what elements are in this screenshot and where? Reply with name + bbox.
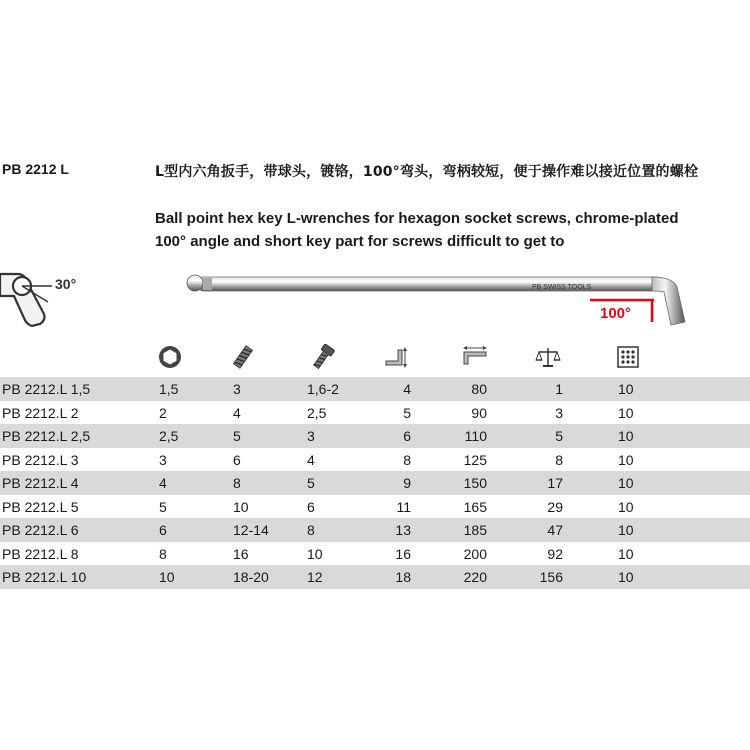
screw-size-cell: 12-14 bbox=[233, 522, 269, 538]
title-english-line-2: 100° angle and short key part for screws difficult to get to bbox=[155, 233, 565, 250]
screw-size-cell: 5 bbox=[233, 428, 241, 444]
thread-size-cell: 3 bbox=[307, 428, 315, 444]
pack-qty-cell: 10 bbox=[618, 475, 634, 491]
thread-size-cell: 4 bbox=[307, 451, 315, 468]
pack-quantity-icon bbox=[615, 344, 641, 370]
hex-size-cell: 1,5 bbox=[159, 381, 179, 397]
ball-point-angle-diagram bbox=[0, 262, 90, 328]
screw-size-cell: 3 bbox=[233, 381, 241, 397]
short-leg-cell: 16 bbox=[395, 545, 411, 562]
table-row bbox=[0, 542, 750, 566]
hex-size-cell: 10 bbox=[159, 569, 175, 585]
short-leg-cell: 5 bbox=[403, 404, 411, 421]
thread-size-cell: 12 bbox=[307, 569, 323, 585]
title-chinese: L型内六角扳手，带球头，镀铬，100°弯头，弯柄较短，便于操作难以接近位置的螺栓 bbox=[155, 164, 699, 180]
length-cell: 110 bbox=[464, 428, 487, 444]
hex-size-cell: 2,5 bbox=[159, 428, 179, 444]
model-cell: PB 2212.L 1,5 bbox=[2, 381, 91, 397]
bend-angle-label: 100° bbox=[600, 305, 632, 322]
pack-qty-cell: 10 bbox=[618, 451, 634, 468]
pack-qty-cell: 10 bbox=[618, 428, 634, 444]
table-row bbox=[0, 471, 750, 495]
pack-qty-cell: 10 bbox=[618, 404, 634, 421]
thread-size-cell: 2,5 bbox=[307, 404, 327, 421]
weight-cell: 17 bbox=[547, 475, 563, 491]
pack-qty-cell: 10 bbox=[618, 381, 634, 397]
length-cell: 200 bbox=[463, 545, 487, 562]
table-row bbox=[0, 518, 750, 542]
short-leg-cell: 8 bbox=[403, 451, 411, 468]
pack-qty-cell: 10 bbox=[618, 569, 634, 585]
weight-scale-icon bbox=[535, 344, 561, 370]
screw-size-cell: 18-20 bbox=[233, 569, 269, 585]
thread-size-cell: 10 bbox=[307, 545, 323, 562]
model-cell: PB 2212.L 8 bbox=[2, 545, 79, 562]
thread-size-cell: 1,6-2 bbox=[307, 381, 339, 397]
wrench-illustration bbox=[178, 270, 698, 334]
short-leg-cell: 6 bbox=[403, 428, 411, 444]
hex-size-cell: 2 bbox=[159, 404, 167, 421]
table-row bbox=[0, 401, 750, 425]
pack-qty-cell: 10 bbox=[618, 522, 634, 538]
screw-thread-icon bbox=[310, 344, 336, 370]
model-cell: PB 2212.L 10 bbox=[2, 569, 87, 585]
title-english-line-1: Ball point hex key L-wrenches for hexagon socket screws, chrome-plated bbox=[155, 210, 679, 227]
short-leg-cell: 9 bbox=[403, 475, 411, 491]
product-model: PB 2212 L bbox=[2, 161, 69, 177]
ball-angle-label: 30° bbox=[55, 276, 77, 292]
hex-size-cell: 6 bbox=[159, 522, 167, 538]
length-cell: 220 bbox=[463, 569, 487, 585]
length-cell: 80 bbox=[471, 381, 487, 397]
table-row bbox=[0, 448, 750, 472]
hex-size-cell: 5 bbox=[159, 498, 167, 515]
length-cell: 165 bbox=[463, 498, 487, 515]
model-cell: PB 2212.L 2,5 bbox=[2, 428, 91, 444]
table-row bbox=[0, 377, 750, 401]
thread-size-cell: 8 bbox=[307, 522, 315, 538]
screw-size-cell: 8 bbox=[233, 475, 241, 491]
brand-mark: PB SWISS TOOLS bbox=[532, 284, 592, 291]
long-leg-length-icon bbox=[462, 344, 488, 370]
hex-size-icon bbox=[157, 344, 183, 370]
short-leg-cell: 13 bbox=[395, 522, 411, 538]
length-cell: 90 bbox=[471, 404, 487, 421]
weight-cell: 29 bbox=[547, 498, 563, 515]
spec-table bbox=[0, 377, 750, 589]
weight-cell: 92 bbox=[547, 545, 563, 562]
weight-cell: 8 bbox=[555, 451, 563, 468]
screw-size-cell: 16 bbox=[233, 545, 249, 562]
weight-cell: 5 bbox=[555, 428, 563, 444]
column-icon-row bbox=[0, 344, 750, 374]
hex-size-cell: 4 bbox=[159, 475, 167, 491]
short-leg-length-icon bbox=[384, 344, 410, 370]
model-cell: PB 2212.L 3 bbox=[2, 451, 79, 468]
length-cell: 125 bbox=[463, 451, 487, 468]
weight-cell: 3 bbox=[555, 404, 563, 421]
weight-cell: 47 bbox=[547, 522, 563, 538]
model-cell: PB 2212.L 5 bbox=[2, 498, 79, 515]
thread-size-cell: 6 bbox=[307, 498, 315, 515]
model-cell: PB 2212.L 4 bbox=[2, 475, 79, 491]
short-leg-cell: 11 bbox=[396, 498, 411, 515]
pack-qty-cell: 10 bbox=[618, 545, 634, 562]
short-leg-cell: 4 bbox=[403, 381, 411, 397]
table-row bbox=[0, 565, 750, 589]
short-leg-cell: 18 bbox=[395, 569, 411, 585]
model-cell: PB 2212.L 2 bbox=[2, 404, 79, 421]
length-cell: 185 bbox=[463, 522, 487, 538]
weight-cell: 1 bbox=[555, 381, 563, 397]
model-cell: PB 2212.L 6 bbox=[2, 522, 79, 538]
screw-size-cell: 10 bbox=[233, 498, 249, 515]
screw-size-cell: 4 bbox=[233, 404, 241, 421]
hex-size-cell: 8 bbox=[159, 545, 167, 562]
table-row bbox=[0, 495, 750, 519]
hex-size-cell: 3 bbox=[159, 451, 167, 468]
length-cell: 150 bbox=[463, 475, 487, 491]
thread-size-cell: 5 bbox=[307, 475, 315, 491]
screw-size-cell: 6 bbox=[233, 451, 241, 468]
weight-cell: 156 bbox=[539, 569, 563, 585]
screw-size-icon bbox=[230, 344, 256, 370]
pack-qty-cell: 10 bbox=[618, 498, 634, 515]
table-row bbox=[0, 424, 750, 448]
